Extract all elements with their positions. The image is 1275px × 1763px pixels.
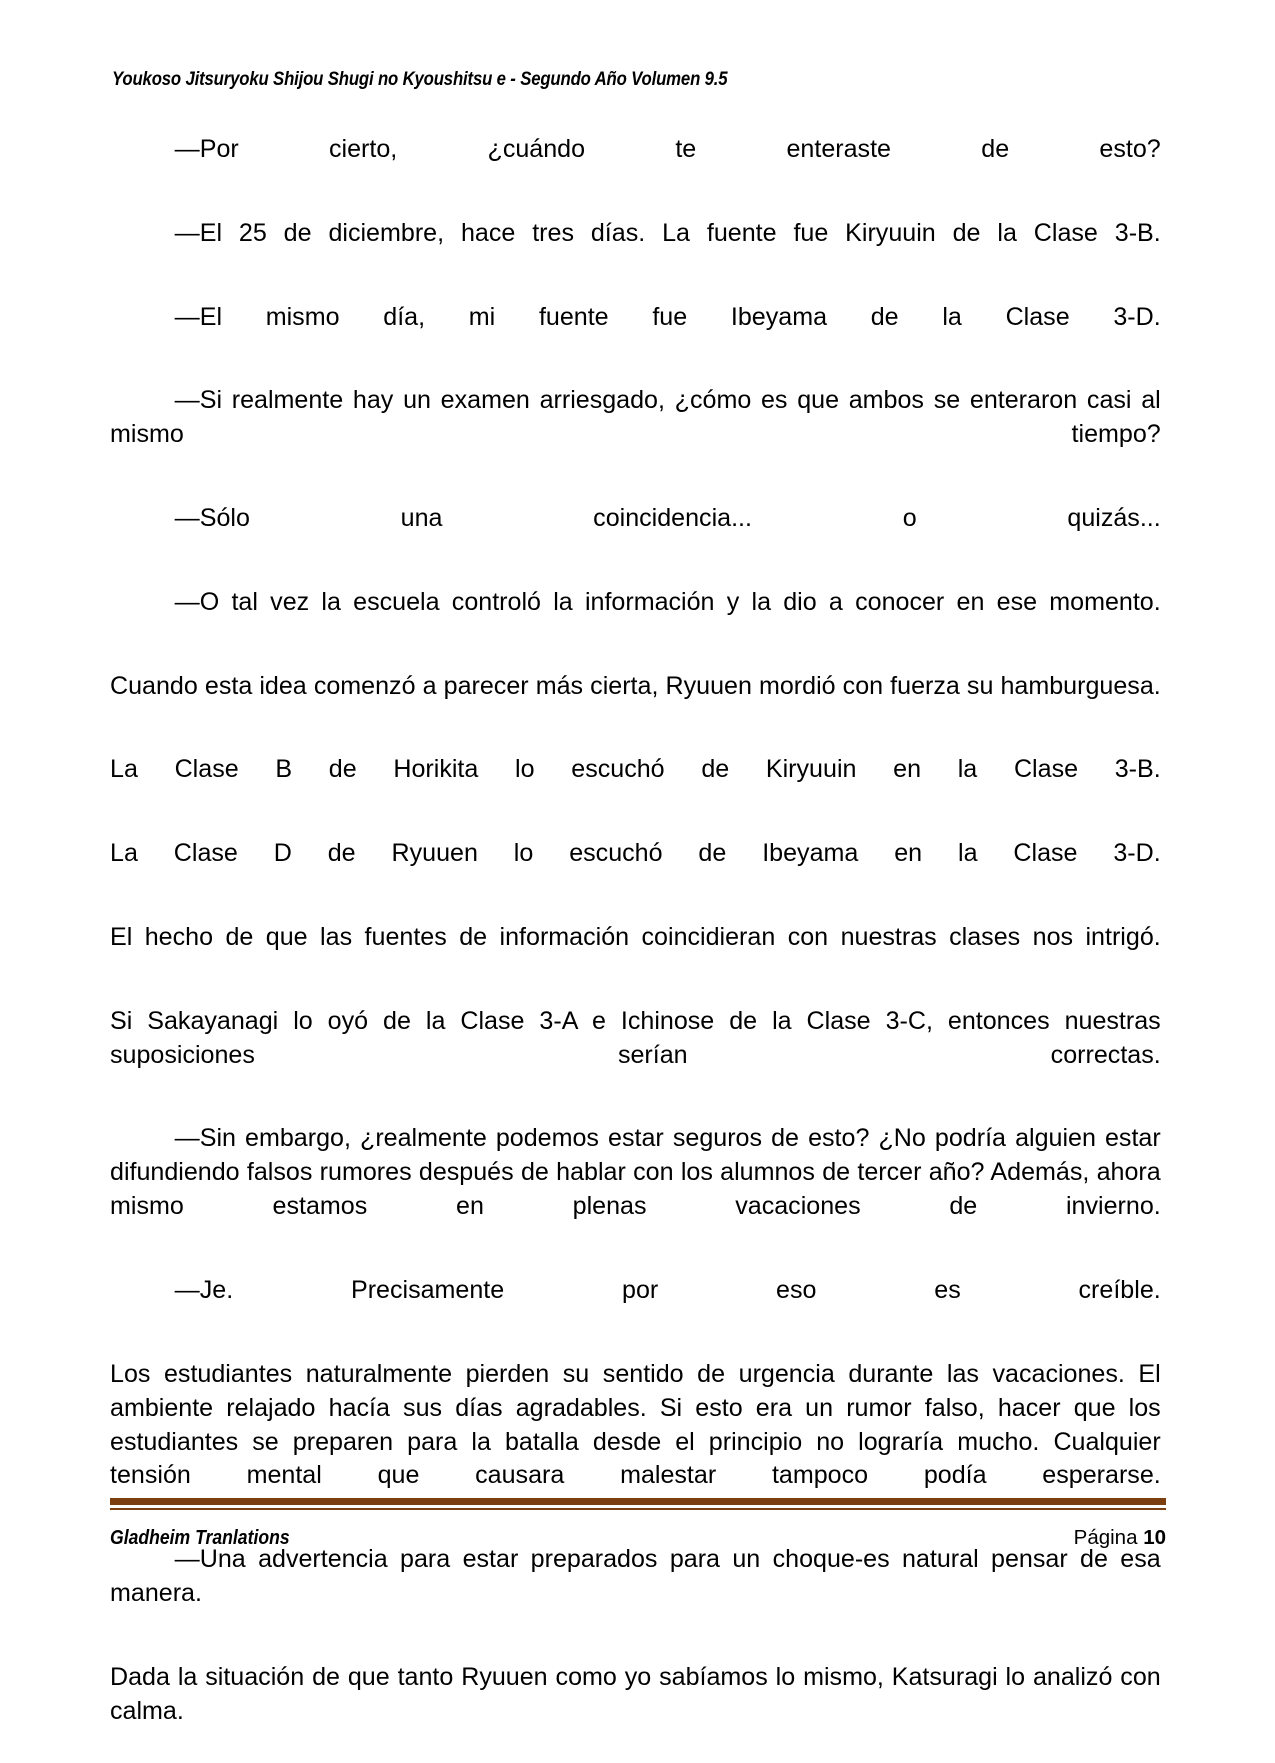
page-number: 10 — [1143, 1526, 1166, 1549]
page-footer — [110, 1498, 1166, 1550]
footer-rule-thick — [110, 1498, 1166, 1505]
body-paragraph: —Por cierto, ¿cuándo te enteraste de esto? — [174, 135, 1161, 163]
body-paragraph: La Clase B de Horikita lo escuchó de Kiryuuin en la Clase 3-B. — [110, 755, 1161, 784]
body-paragraph: —Je. Precisamente por eso es creíble. — [174, 1275, 1161, 1304]
footer-page-indicator — [1074, 1526, 1166, 1550]
body-paragraph: —O tal vez la escuela controló la información y la dio a conocer en ese momento. — [174, 587, 1161, 616]
body-paragraph: La Clase D de Ryuuen lo escuchó de Ibeyama en la Clase 3-D. — [110, 839, 1161, 868]
footer-translator-credit: Gladheim Tranlations — [110, 1527, 290, 1549]
body-paragraph: Cuando esta idea comenzó a parecer más cierta, Ryuuen mordió con fuerza su hamburguesa. — [110, 671, 1161, 700]
footer-rule-thin — [110, 1508, 1166, 1510]
body-paragraph: —Una advertencia para estar preparados para un choque-es natural pensar de esa manera. — [110, 1545, 1161, 1608]
body-paragraph: Los estudiantes naturalmente pierden su sentido de urgencia durante las vacaciones. El ambiente relajado hacía sus días agradables. Si esto era un rumor falso, hacer que los estudiantes se preparen para la batalla desde el principio no lograría mucho. Cualquier tensión mental que causara malestar tampoco podía esperarse. — [110, 1359, 1161, 1490]
body-paragraph: —El mismo día, mi fuente fue Ibeyama de la Clase 3-D. — [174, 302, 1161, 331]
page-label: Página — [1073, 1526, 1144, 1549]
running-header — [112, 68, 1165, 96]
footer-row — [110, 1526, 1166, 1550]
header-title: Youkoso Jitsuryoku Shijou Shugi no Kyoushitsu e - Segundo Año Volumen 9.5 — [112, 68, 728, 90]
body-paragraph: —Si realmente hay un examen arriesgado, ¿cómo es que ambos se enteraron casi al mismo tiempo? — [110, 386, 1161, 449]
body-paragraph: —El 25 de diciembre, hace tres días. La fuente fue Kiryuuin de la Clase 3-B. — [174, 218, 1161, 247]
body-paragraph: El hecho de que las fuentes de información coincidieran con nuestras clases nos intrigó. — [110, 922, 1161, 951]
body-paragraph: Si Sakayanagi lo oyó de la Clase 3-A e Ichinose de la Clase 3-C, entonces nuestras suposiciones serían correctas. — [110, 1006, 1161, 1069]
body-paragraph: Dada la situación de que tanto Ryuuen como yo sabíamos lo mismo, Katsuragi lo analizó con calma. — [110, 1662, 1161, 1725]
body-paragraph: —Sólo una coincidencia... o quizás... — [174, 504, 1161, 533]
body-paragraph: —Sin embargo, ¿realmente podemos estar seguros de esto? ¿No podría alguien estar difundiendo falsos rumores después de hablar con los alumnos de tercer año? Además, ahora mismo estamos en plenas vacaciones de invierno. — [110, 1124, 1161, 1221]
